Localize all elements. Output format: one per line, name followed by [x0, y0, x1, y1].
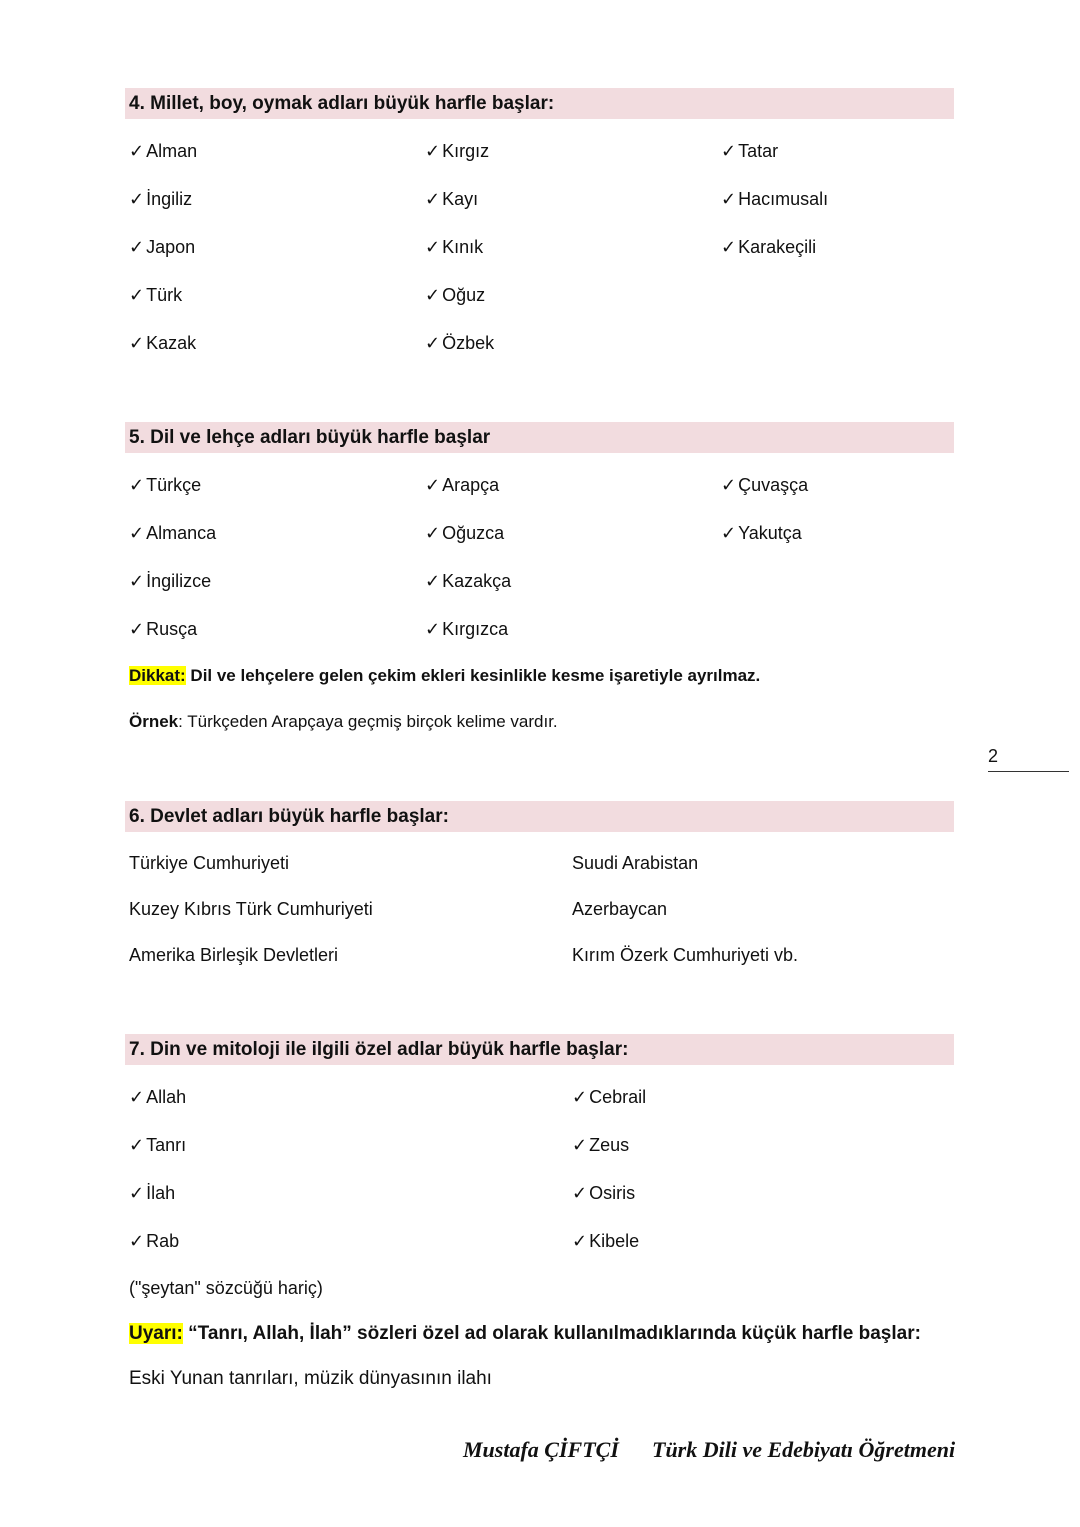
check-icon: ✓ — [572, 1231, 588, 1251]
list-item: ✓ Kibele — [572, 1231, 640, 1251]
check-icon: ✓ — [572, 1087, 588, 1107]
check-icon: ✓ — [572, 1135, 588, 1155]
list-item: ✓ Türk — [129, 285, 183, 305]
section-5-title: 5. Dil ve lehçe adları büyük harfle başlar — [125, 422, 954, 453]
warning-line: Uyarı: “Tanrı, Allah, İlah” sözleri özel ad olarak kullanılmadıklarında küçük harfle başlar: — [129, 1323, 921, 1344]
page-number: 2 — [988, 746, 1069, 772]
list-item: ✓ Rusça — [129, 619, 198, 639]
list-item: ✓ Kırgızca — [425, 619, 509, 639]
check-icon: ✓ — [425, 237, 441, 257]
list-item: ✓ İngiliz — [129, 189, 193, 209]
list-item: Suudi Arabistan — [572, 853, 699, 873]
list-item: ✓ Karakeçili — [721, 237, 817, 257]
check-icon: ✓ — [129, 523, 145, 543]
check-icon: ✓ — [129, 141, 145, 161]
note-line: Dikkat: Dil ve lehçelere gelen çekim ekleri kesinlikle kesme işaretiyle ayrılmaz. — [129, 666, 761, 685]
check-icon: ✓ — [721, 237, 737, 257]
list-item: Azerbaycan — [572, 899, 668, 919]
check-icon: ✓ — [721, 475, 737, 495]
check-icon: ✓ — [572, 1183, 588, 1203]
note-label: Dikkat: — [129, 666, 186, 685]
check-icon: ✓ — [425, 189, 441, 209]
check-icon: ✓ — [129, 285, 145, 305]
check-icon: ✓ — [129, 237, 145, 257]
list-item: ✓ Yakutça — [721, 523, 802, 543]
check-icon: ✓ — [425, 619, 441, 639]
list-item: ✓ Tatar — [721, 141, 779, 161]
list-item: ✓ Kazakça — [425, 571, 512, 591]
check-icon: ✓ — [425, 333, 441, 353]
list-item: ✓ Almanca — [129, 523, 217, 543]
list-item: ✓ Kınık — [425, 237, 484, 257]
check-icon: ✓ — [425, 475, 441, 495]
list-item: Türkiye Cumhuriyeti — [129, 853, 290, 873]
list-item: Amerika Birleşik Devletleri — [129, 945, 339, 965]
list-item: ✓ Cebrail — [572, 1087, 647, 1107]
list-item: ✓ Türkçe — [129, 475, 202, 495]
list-item: ✓ Rab — [129, 1231, 180, 1251]
list-item: ✓ Oğuzca — [425, 523, 505, 543]
list-item: ✓ Osiris — [572, 1183, 636, 1203]
check-icon: ✓ — [721, 189, 737, 209]
check-icon: ✓ — [129, 619, 145, 639]
list-item: ✓ Alman — [129, 141, 198, 161]
list-item: ✓ Özbek — [425, 333, 495, 353]
warning-example: Eski Yunan tanrıları, müzik dünyasının ilahı — [129, 1368, 492, 1389]
list-item: ✓ Çuvaşça — [721, 475, 809, 495]
check-icon: ✓ — [129, 571, 145, 591]
list-item: ✓ Allah — [129, 1087, 187, 1107]
check-icon: ✓ — [425, 141, 441, 161]
check-icon: ✓ — [129, 1183, 145, 1203]
check-icon: ✓ — [721, 523, 737, 543]
list-item: ✓ Kayı — [425, 189, 479, 209]
check-icon: ✓ — [425, 523, 441, 543]
exception-note: ("şeytan" sözcüğü hariç) — [129, 1278, 323, 1298]
list-item: ✓ Tanrı — [129, 1135, 187, 1155]
warning-label: Uyarı: — [129, 1323, 183, 1344]
example-line: Örnek: Türkçeden Arapçaya geçmiş birçok kelime vardır. — [129, 712, 558, 731]
list-item: Kırım Özerk Cumhuriyeti vb. — [572, 945, 799, 965]
list-item: ✓ Oğuz — [425, 285, 486, 305]
footer-role: Türk Dili ve Edebiyatı Öğretmeni — [652, 1437, 956, 1462]
check-icon: ✓ — [129, 189, 145, 209]
list-item: ✓ Zeus — [572, 1135, 630, 1155]
list-item: ✓ Kazak — [129, 333, 197, 353]
section-6-title: 6. Devlet adları büyük harfle başlar: — [125, 801, 954, 832]
list-item: ✓ Arapça — [425, 475, 500, 495]
footer-author: Mustafa ÇİFTÇİ — [463, 1437, 619, 1462]
check-icon: ✓ — [129, 1135, 145, 1155]
check-icon: ✓ — [425, 285, 441, 305]
list-item: ✓ Kırgız — [425, 141, 490, 161]
check-icon: ✓ — [721, 141, 737, 161]
list-item: ✓ Japon — [129, 237, 196, 257]
list-item: ✓ İngilizce — [129, 571, 212, 591]
list-item: Kuzey Kıbrıs Türk Cumhuriyeti — [129, 899, 373, 919]
list-item: ✓ İlah — [129, 1183, 176, 1203]
check-icon: ✓ — [129, 1087, 145, 1107]
list-item: ✓ Hacımusalı — [721, 189, 829, 209]
check-icon: ✓ — [129, 333, 145, 353]
section-4-title: 4. Millet, boy, oymak adları büyük harfle başlar: — [125, 88, 954, 119]
check-icon: ✓ — [425, 571, 441, 591]
section-7-title: 7. Din ve mitoloji ile ilgili özel adlar büyük harfle başlar: — [125, 1034, 954, 1065]
check-icon: ✓ — [129, 475, 145, 495]
check-icon: ✓ — [129, 1231, 145, 1251]
